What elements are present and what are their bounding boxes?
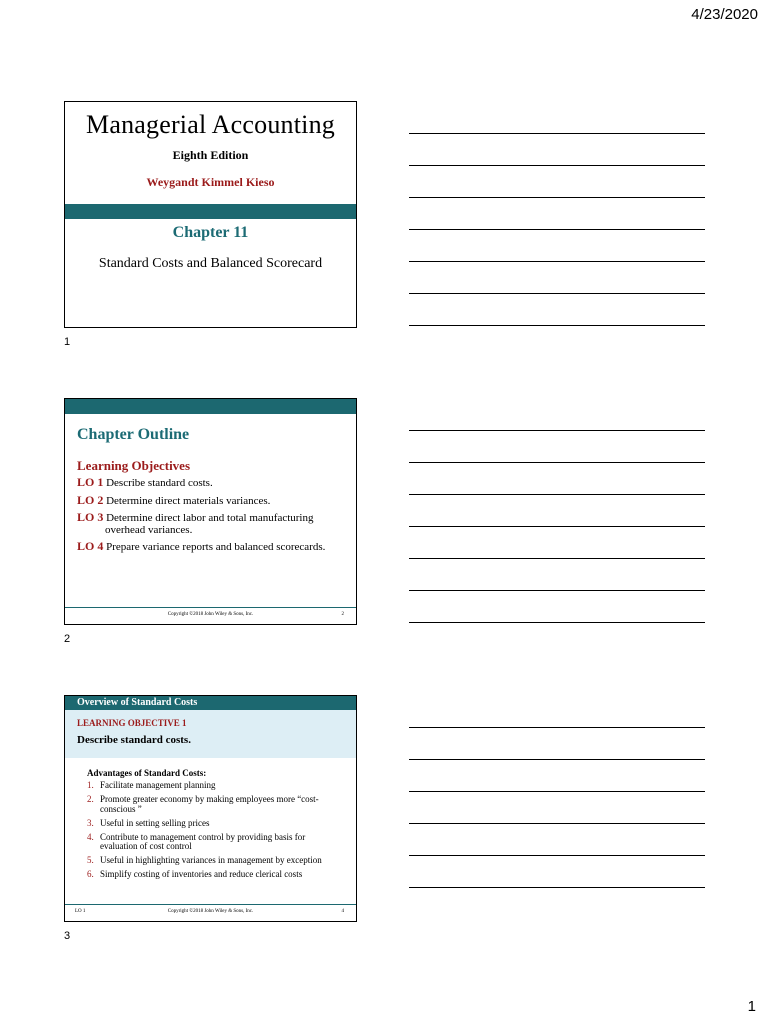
note-line [409,855,705,856]
slide-number-2: 2 [64,633,71,645]
slide-footer [65,904,356,921]
slide-number-3: 3 [64,930,71,942]
list-item: 5. Useful in highlighting variances in management by exception [87,855,322,866]
learning-objectives-title: Learning Objectives [77,458,191,473]
objective-item: LO 2 Determine direct materials variances. [77,492,271,507]
print-date: 4/23/2020 [691,6,758,23]
learning-objective-description: Describe standard costs. [77,734,191,746]
slide-2 [64,398,357,625]
slide-band [65,399,356,414]
learning-objective-label: LEARNING OBJECTIVE 1 [77,718,187,728]
note-line [409,558,705,559]
note-line [409,887,705,888]
footer-lo-label: LO 1 [75,909,86,914]
slide-3 [64,695,357,922]
slide-1 [64,101,357,328]
note-line [409,494,705,495]
note-line [409,590,705,591]
chapter-outline-heading: Chapter Outline [77,426,190,443]
note-line [409,462,705,463]
list-item: 6. Simplify costing of inventories and reduce clerical costs [87,869,303,880]
chapter-label: Chapter 11 [172,224,249,241]
notes-lines-3 [409,727,705,919]
note-line [409,622,705,623]
note-line [409,197,705,198]
note-line [409,791,705,792]
objective-item: LO 3 Determine direct labor and total manufacturing overhead variances. [77,510,314,536]
notes-lines-1 [409,133,705,357]
objective-item: LO 4 Prepare variance reports and balanced scorecards. [77,539,326,554]
slide-title: Managerial Accounting [86,110,335,139]
list-item: 3. Useful in setting selling prices [87,817,210,828]
note-line [409,229,705,230]
chapter-subtitle: Standard Costs and Balanced Scorecard [98,256,323,271]
advantages-list [65,781,356,880]
copyright-text: Copyright ©2018 John Wiley & Sons, Inc. [167,909,254,914]
objective-item: LO 1 Describe standard costs. [77,475,213,489]
list-item: 4. Contribute to management control by providing basis for evaluation of cost control [87,831,306,852]
slide-footer-number: 4 [341,909,344,914]
note-line [409,759,705,760]
note-line [409,261,705,262]
notes-lines-2 [409,430,705,654]
advantages-title: Advantages of Standard Costs: [87,768,207,778]
slide-footer-number: 2 [341,612,344,617]
authors-label: Weygandt Kimmel Kieso [146,175,275,189]
note-line [409,325,705,326]
slide-number-1: 1 [64,336,71,348]
learning-objective-box [65,710,356,758]
note-line [409,727,705,728]
note-line [409,165,705,166]
note-line [409,526,705,527]
list-item: 1. Facilitate management planning [87,780,216,790]
note-line [409,823,705,824]
note-line [409,133,705,134]
edition-label: Eighth Edition [172,148,249,162]
note-line [409,430,705,431]
note-line [409,293,705,294]
section-title-bar: Overview of Standard Costs [65,696,356,710]
slide-band [65,204,356,219]
page-number: 1 [747,998,756,1015]
list-item: 2. Promote greater economy by making employees more “cost-conscious ” [87,793,319,814]
copyright-text: Copyright ©2018 John Wiley & Sons, Inc. [167,612,254,617]
slide-footer [65,607,356,624]
